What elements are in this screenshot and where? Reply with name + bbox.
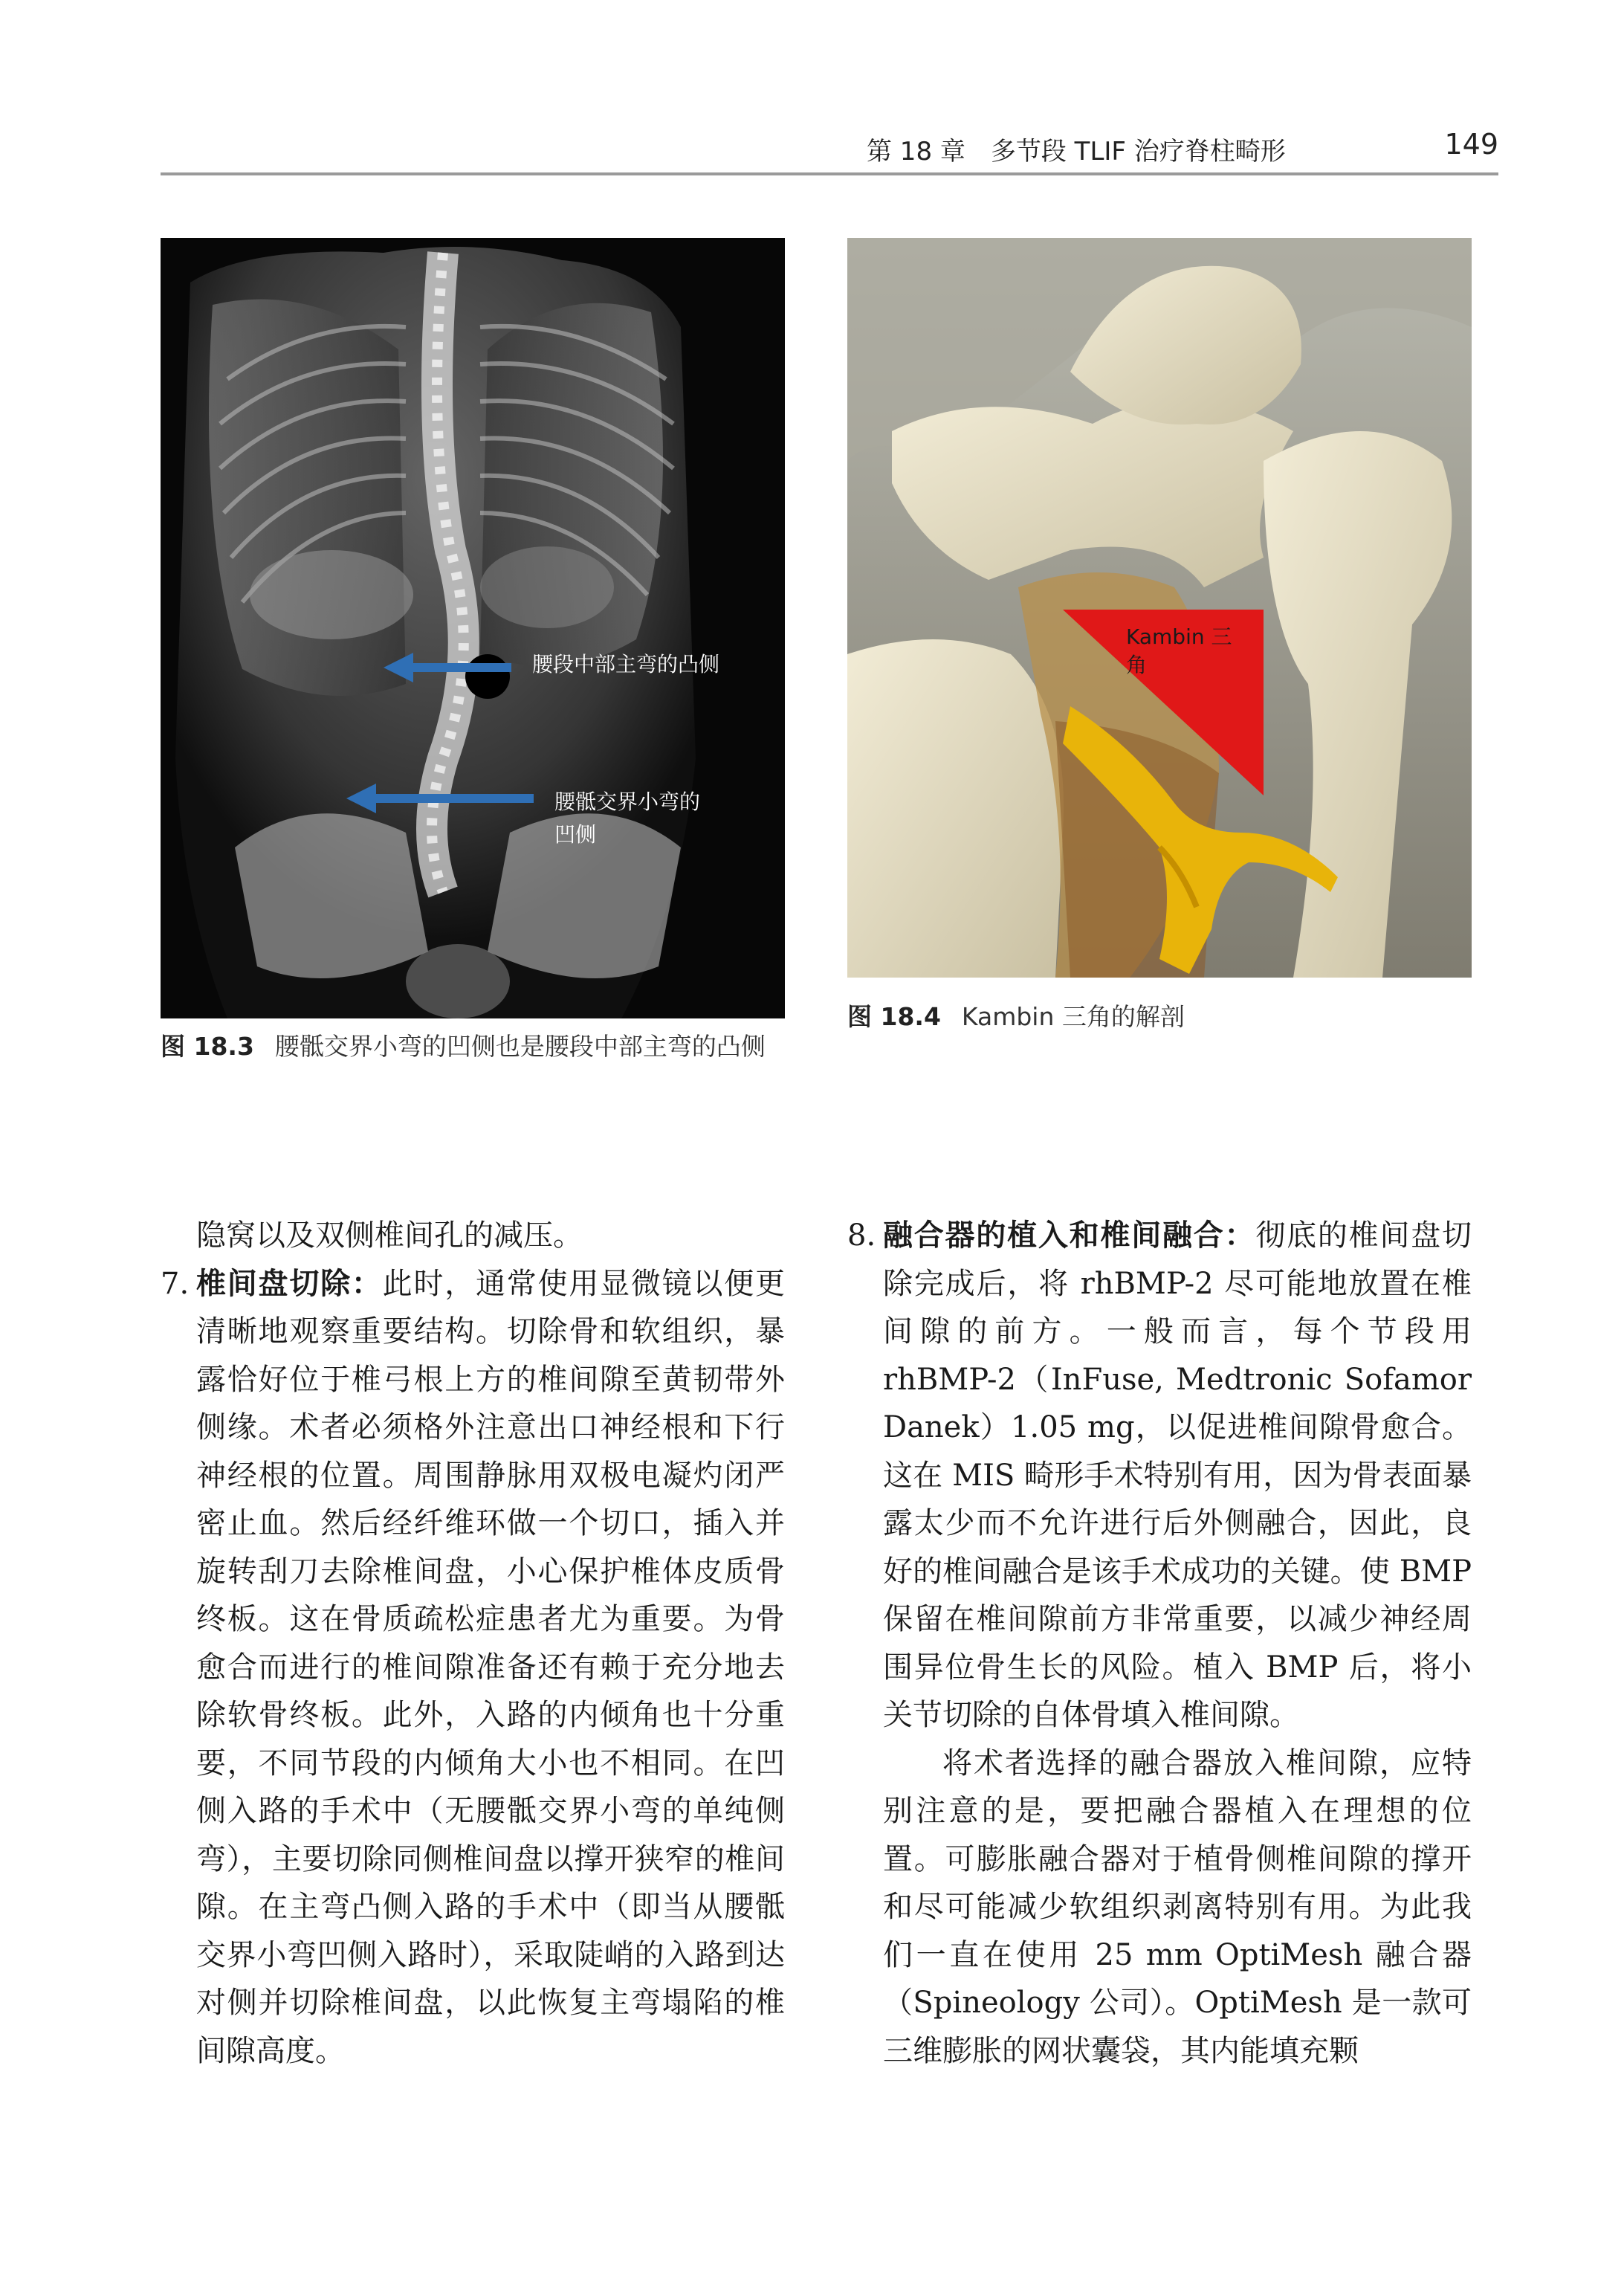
- page-number: 149: [1444, 128, 1498, 161]
- item-term: 椎间盘切除：: [196, 1265, 383, 1301]
- item-text: 此时，通常使用显微镜以便更清晰地观察重要结构。切除骨和软组织，暴露恰好位于椎弓根上方的椎间隙至黄韧带外侧缘。术者必须格外注意出口神经根和下行神经根的位置。周围静脉用双极电凝灼闭严密止血。然后经纤维环做一个切口，插入并旋转刮刀去除椎间盘，小心保护椎体皮质骨终板。这在骨质疏松症患者尤为重要。为骨愈合而进行的椎间隙准备还有赖于充分地去除软骨终板。此外，入路的内倾角也十分重要，不同节段的内倾角大小也不相同。在凹侧入路的手术中（无腰骶交界小弯的单纯侧弯），主要切除同侧椎间盘以撑开狭窄的椎间隙。在主弯凸侧入路的手术中（即当从腰骶交界小弯凹侧入路时），采取陡峭的入路到达对侧并切除椎间盘，以此恢复主弯塌陷的椎间隙高度。: [196, 1266, 786, 2068]
- continuation-paragraph: [161, 1212, 785, 1260]
- running-header: [161, 126, 1498, 171]
- header-rule: [161, 172, 1498, 175]
- xray-image: [161, 238, 785, 1018]
- xray-label-minor-curve: 腰骶交界小弯的凹侧: [554, 789, 701, 847]
- figure-18-3-caption: [161, 1026, 792, 1068]
- paragraph-text: 将术者选择的融合器放入椎间隙，应特别注意的是，要把融合器植入在理想的位置。可膨胀融合器对于植骨侧椎间隙的撑开和尽可能减少软组织剥离特别有用。为此我们一直在使用 25 mm OptiMesh 融合器（Spineology 公司）。OptiMesh 是一款可三维膨胀的网状囊袋，其内能填充颗: [883, 1746, 1472, 2068]
- xray-label-main-curve: 腰段中部主弯的凸侧: [532, 652, 720, 676]
- continuation-text: 隐窝以及双侧椎间孔的减压。: [196, 1218, 583, 1253]
- item-number: 8.: [847, 1218, 876, 1253]
- figure-18-4-anatomy: [847, 238, 1472, 978]
- item-number: 7.: [161, 1266, 190, 1301]
- item-term: 融合器的植入和椎间融合：: [883, 1218, 1256, 1253]
- right-column: [847, 1212, 1472, 2075]
- figure-18-3-xray: [161, 238, 785, 1018]
- left-column: [161, 1212, 785, 2075]
- caption-id: 图 18.4: [847, 1002, 941, 1031]
- caption-id: 图 18.3: [161, 1032, 254, 1061]
- kambin-triangle-label: Kambin 三角: [1126, 624, 1232, 677]
- chapter-title: 第 18 章 多节段 TLIF 治疗脊柱畸形: [867, 137, 1286, 167]
- paragraph-cage: [847, 1740, 1472, 2076]
- figure-18-4-caption: [847, 996, 1479, 1038]
- caption-text: Kambin 三角的解剖: [961, 1002, 1185, 1031]
- item-text: 彻底的椎间盘切除完成后，将 rhBMP-2 尽可能地放置在椎间隙的前方。一般而言，每个节段用 rhBMP-2（InFuse, Medtronic Sofamor Danek）1.05 mg，以促进椎间隙骨愈合。这在 MIS 畸形手术特别有用，因为骨表面暴露太少而不允许进行后外侧融合，因此，良好的椎间融合是该手术成功的关键。使 BMP 保留在椎间隙前方非常重要，以减少神经周围异位骨生长的风险。植入 BMP 后，将小关节切除的自体骨填入椎间隙。: [883, 1218, 1472, 1732]
- caption-text: 腰骶交界小弯的凹侧也是腰段中部主弯的凸侧: [274, 1032, 766, 1061]
- list-item-8: [847, 1212, 1472, 1740]
- anatomy-image: [847, 238, 1472, 978]
- list-item-7: [161, 1260, 785, 2076]
